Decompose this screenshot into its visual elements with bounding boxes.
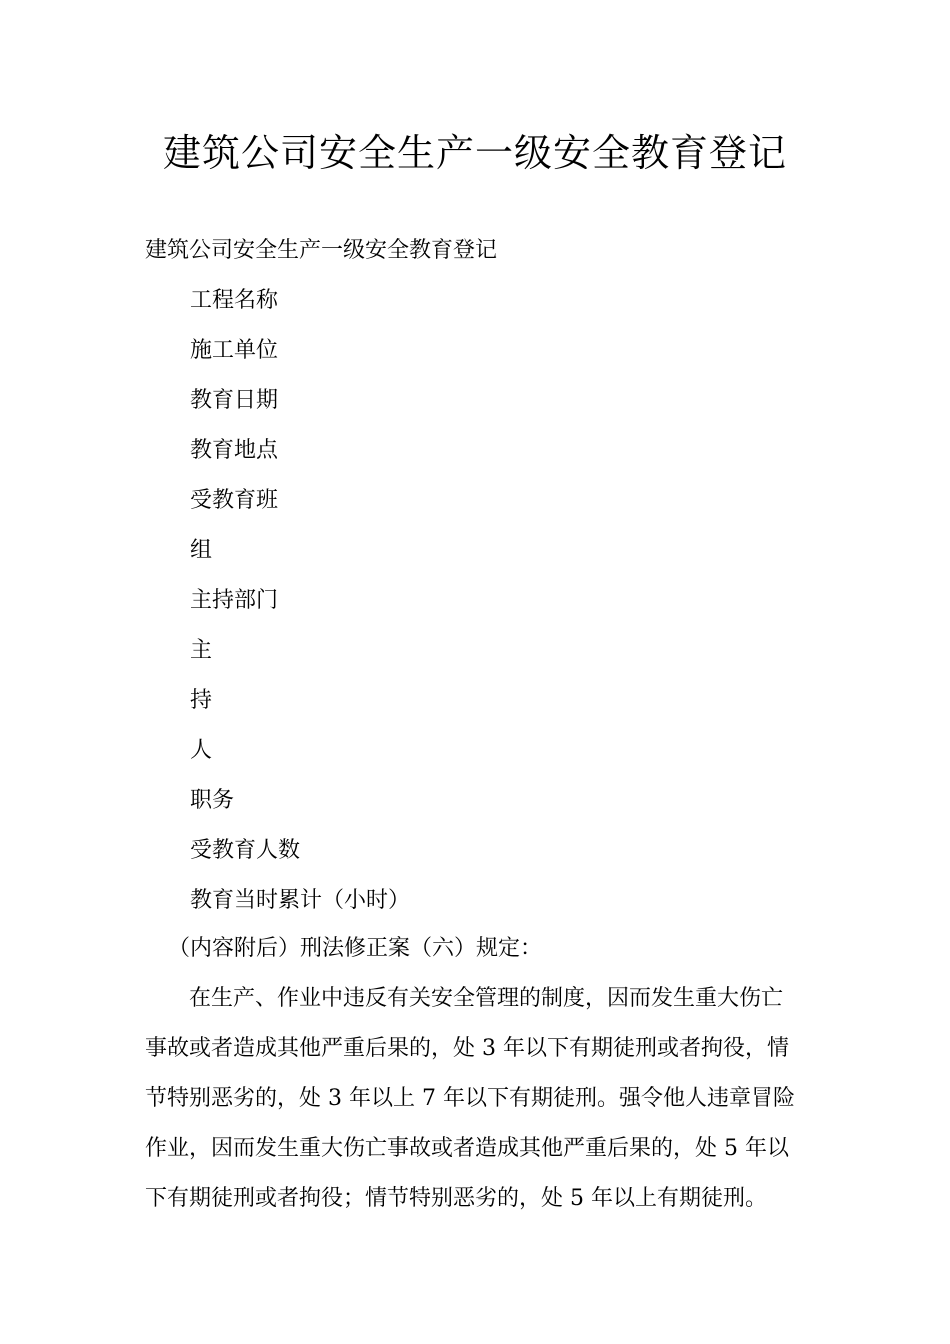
document-subtitle: 建筑公司安全生产一级安全教育登记 xyxy=(145,238,498,263)
field-label: 教育日期 xyxy=(190,388,279,413)
document-title: 建筑公司安全生产一级安全教育登记 xyxy=(162,131,787,175)
field-label: 职务 xyxy=(190,788,235,813)
paragraph-line: 作业，因而发生重大伤亡事故或者造成其他严重后果的，处 5 年以 xyxy=(145,1136,789,1161)
field-list xyxy=(190,284,410,934)
field-label: 主 xyxy=(190,638,213,663)
paragraph-line: 下有期徒刑或者拘役；情节特别恶劣的，处 5 年以上有期徒刑。 xyxy=(145,1186,767,1211)
field-label: 教育地点 xyxy=(190,438,279,463)
field-label: 受教育班 xyxy=(190,488,279,513)
field-label: 主持部门 xyxy=(190,588,279,613)
field-label: 教育当时累计（小时） xyxy=(190,888,411,913)
law-reference-note: （内容附后）刑法修正案（六）规定： xyxy=(168,936,543,961)
paragraph-line: 在生产、作业中违反有关安全管理的制度，因而发生重大伤亡 xyxy=(189,986,784,1011)
paragraph-line: 事故或者造成其他严重后果的，处 3 年以下有期徒刑或者拘役，情 xyxy=(145,1036,789,1061)
field-label: 受教育人数 xyxy=(190,838,301,863)
field-label: 工程名称 xyxy=(190,288,279,313)
field-label: 人 xyxy=(190,738,213,763)
field-label: 持 xyxy=(190,688,213,713)
field-label: 施工单位 xyxy=(190,338,279,363)
law-paragraph xyxy=(145,982,810,1232)
paragraph-line: 节特别恶劣的，处 3 年以上 7 年以下有期徒刑。强令他人违章冒险 xyxy=(145,1086,795,1111)
field-label: 组 xyxy=(190,538,213,563)
